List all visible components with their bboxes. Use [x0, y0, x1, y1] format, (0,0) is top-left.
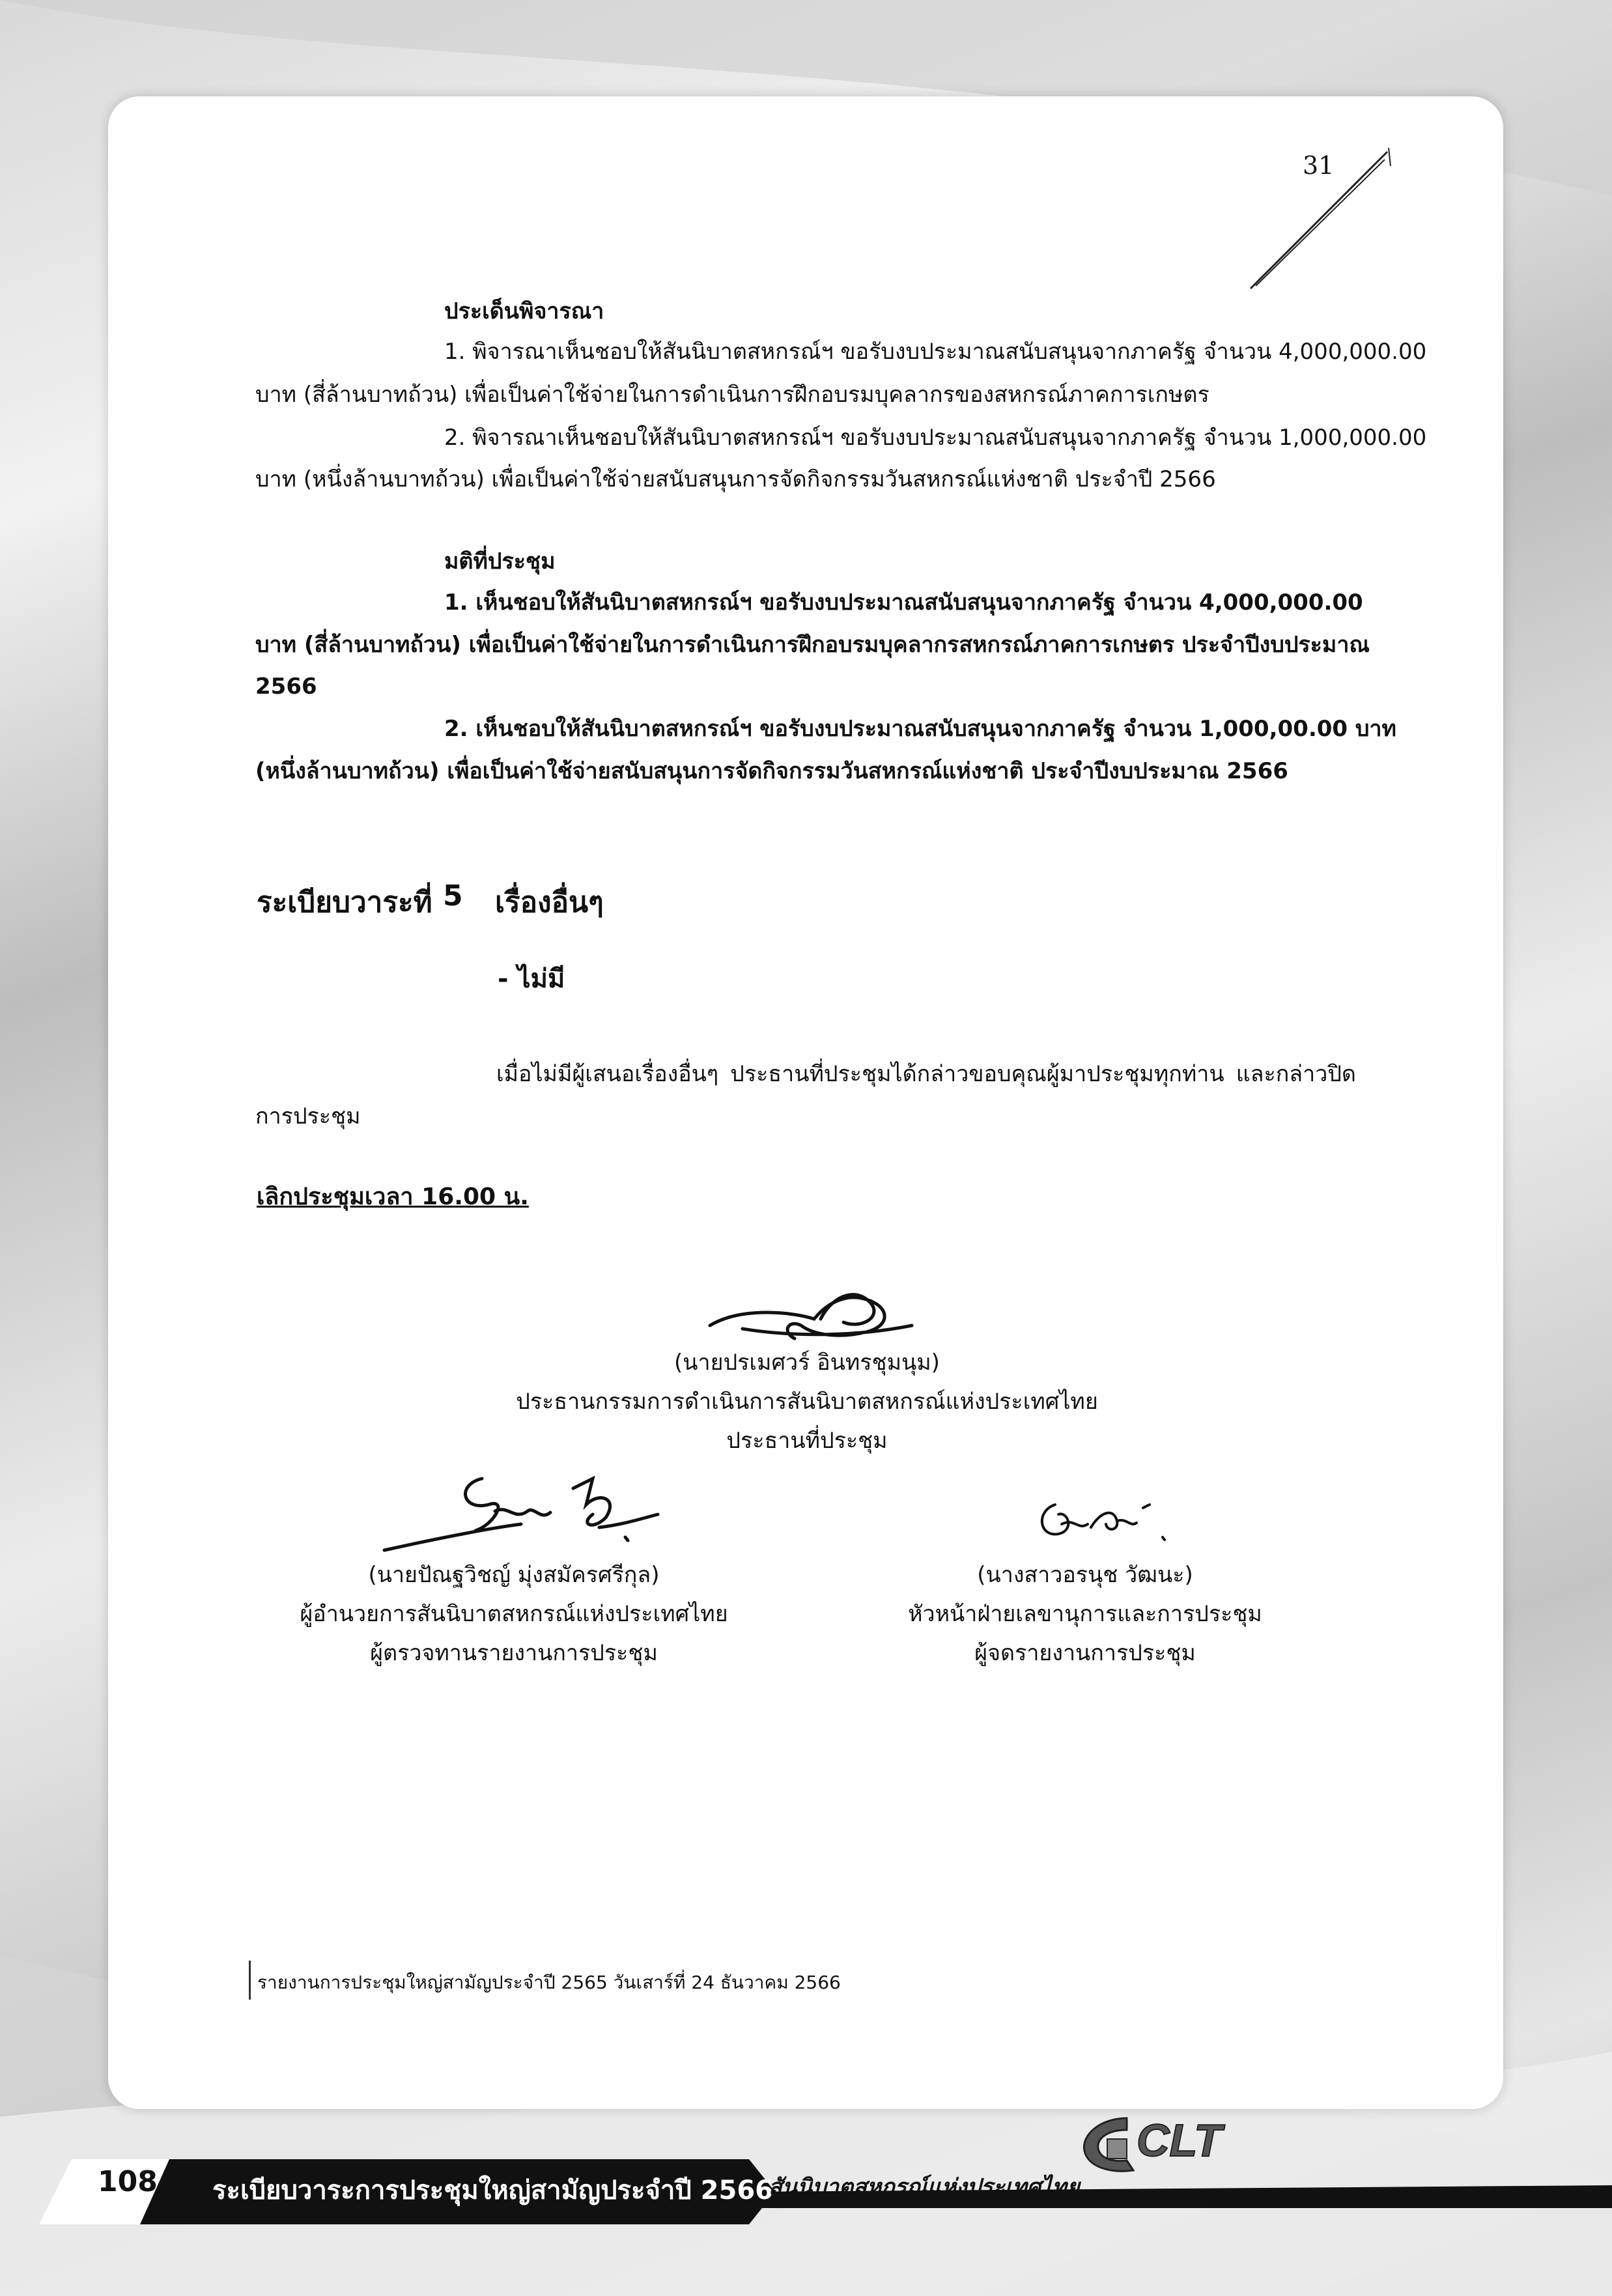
page-number: 31 — [1303, 151, 1335, 180]
resolution-item-1-line-3: 2566 — [255, 673, 317, 700]
resolution-item-2-line-2: (หนึ่งล้านบาทถ้วน) เพื่อเป็นค่าใช้จ่ายสนับสนุนการจัดกิจกรรมวันสหกรณ์แห่งชาติ ประจำปีงบประมาณ 2566 — [255, 758, 1288, 784]
chair-role: ประธานที่ประชุม — [726, 1428, 888, 1454]
chair-signature-block — [514, 1343, 1100, 1460]
reviewer-position: ผู้อำนวยการสันนิบาตสหกรณ์แห่งประเทศไทย — [300, 1601, 728, 1627]
svg-text:CLT: CLT — [1137, 2115, 1222, 2166]
reviewer-signature — [378, 1466, 664, 1563]
recorder-role: ผู้จดรายงานการประชุม — [974, 1640, 1196, 1666]
bottom-band-organization: สันนิบาตสหกรณ์แห่งประเทศไทย — [769, 2174, 1080, 2200]
consider-item-1-line-1: 1. พิจารณาเห็นชอบให้สันนิบาตสหกรณ์ฯ ขอรับงบประมาณสนับสนุนจากภาครัฐ จำนวน 4,000,000.00 — [444, 339, 1427, 365]
resolution-item-1-line-1: 1. เห็นชอบให้สันนิบาตสหกรณ์ฯ ขอรับงบประมาณสนับสนุนจากภาครัฐ จำนวน 4,000,000.00 — [444, 589, 1363, 616]
chair-name: (นายปรเมศวร์ อินทรชุมนุม) — [674, 1350, 940, 1376]
consider-item-1-line-2: บาท (สี่ล้านบาทถ้วน) เพื่อเป็นค่าใช้จ่ายในการดำเนินการฝึกอบรมบุคลากรของสหกรณ์ภาคการเกษตร — [255, 382, 1209, 408]
heading-consideration: ประเด็นพิจารณา — [444, 298, 604, 324]
resolution-item-1-line-2: บาท (สี่ล้านบาทถ้วน) เพื่อเป็นค่าใช้จ่ายในการดำเนินการฝึกอบรมบุคลากรสหกรณ์ภาคการเกษตร ประจำปีงบประมาณ — [255, 632, 1370, 658]
resolution-item-2-line-1: 2. เห็นชอบให้สันนิบาตสหกรณ์ฯ ขอรับงบประมาณสนับสนุนจากภาครัฐ จำนวน 1,000,00.00 บาท — [444, 716, 1396, 742]
pen-stroke-mark — [1237, 147, 1394, 296]
recorder-position: หัวหน้าฝ่ายเลขานุการและการประชุม — [908, 1601, 1262, 1627]
recorder-name: (นางสาวอรนุช วัฒนะ) — [977, 1562, 1193, 1588]
closing-line-1: เมื่อไม่มีผู้เสนอเรื่องอื่นๆ ประธานที่ประชุมได้กล่าวขอบคุณผู้มาประชุมทุกท่าน และกล่าวปิด — [496, 1061, 1356, 1087]
chair-position: ประธานกรรมการดำเนินการสันนิบาตสหกรณ์แห่งประเทศไทย — [516, 1389, 1098, 1415]
heading-resolution: มติที่ประชุม — [444, 548, 556, 574]
chair-signature — [703, 1280, 918, 1352]
bottom-page-number: 108 — [98, 2165, 158, 2198]
consider-item-2-line-1: 2. พิจารณาเห็นชอบให้สันนิบาตสหกรณ์ฯ ขอรับงบประมาณสนับสนุนจากภาครัฐ จำนวน 1,000,000.00 — [444, 425, 1427, 451]
clt-logo — [1075, 2105, 1270, 2183]
agenda-none: - ไม่มี — [498, 964, 565, 994]
footer-report-caption: รายงานการประชุมใหญ่สามัญประจำปี 2565 วันเสาร์ที่ 24 ธันวาคม 2566 — [249, 1961, 1039, 2000]
agenda-subject: เรื่องอื่นๆ — [495, 886, 604, 919]
meeting-end-time: เลิกประชุมเวลา 16.00 น. — [257, 1183, 529, 1210]
bottom-band-title: ระเบียบวาระการประชุมใหญ่สามัญประจำปี 2566 — [212, 2176, 773, 2205]
agenda-number: 5 — [443, 879, 463, 913]
reviewer-role: ผู้ตรวจทานรายงานการประชุม — [370, 1640, 658, 1666]
reviewer-signature-block — [221, 1555, 807, 1673]
reviewer-name: (นายปัณฐวิชญ์ มุ่งสมัครศรีกุล) — [368, 1562, 660, 1588]
recorder-signature — [1029, 1492, 1179, 1550]
closing-line-2: การประชุม — [255, 1103, 361, 1129]
agenda-title: ระเบียบวาระที่ — [257, 886, 432, 919]
recorder-signature-block — [792, 1555, 1378, 1673]
consider-item-2-line-2: บาท (หนึ่งล้านบาทถ้วน) เพื่อเป็นค่าใช้จ่ายสนับสนุนการจัดกิจกรรมวันสหกรณ์แห่งชาติ ประจำปี 2566 — [255, 466, 1216, 492]
